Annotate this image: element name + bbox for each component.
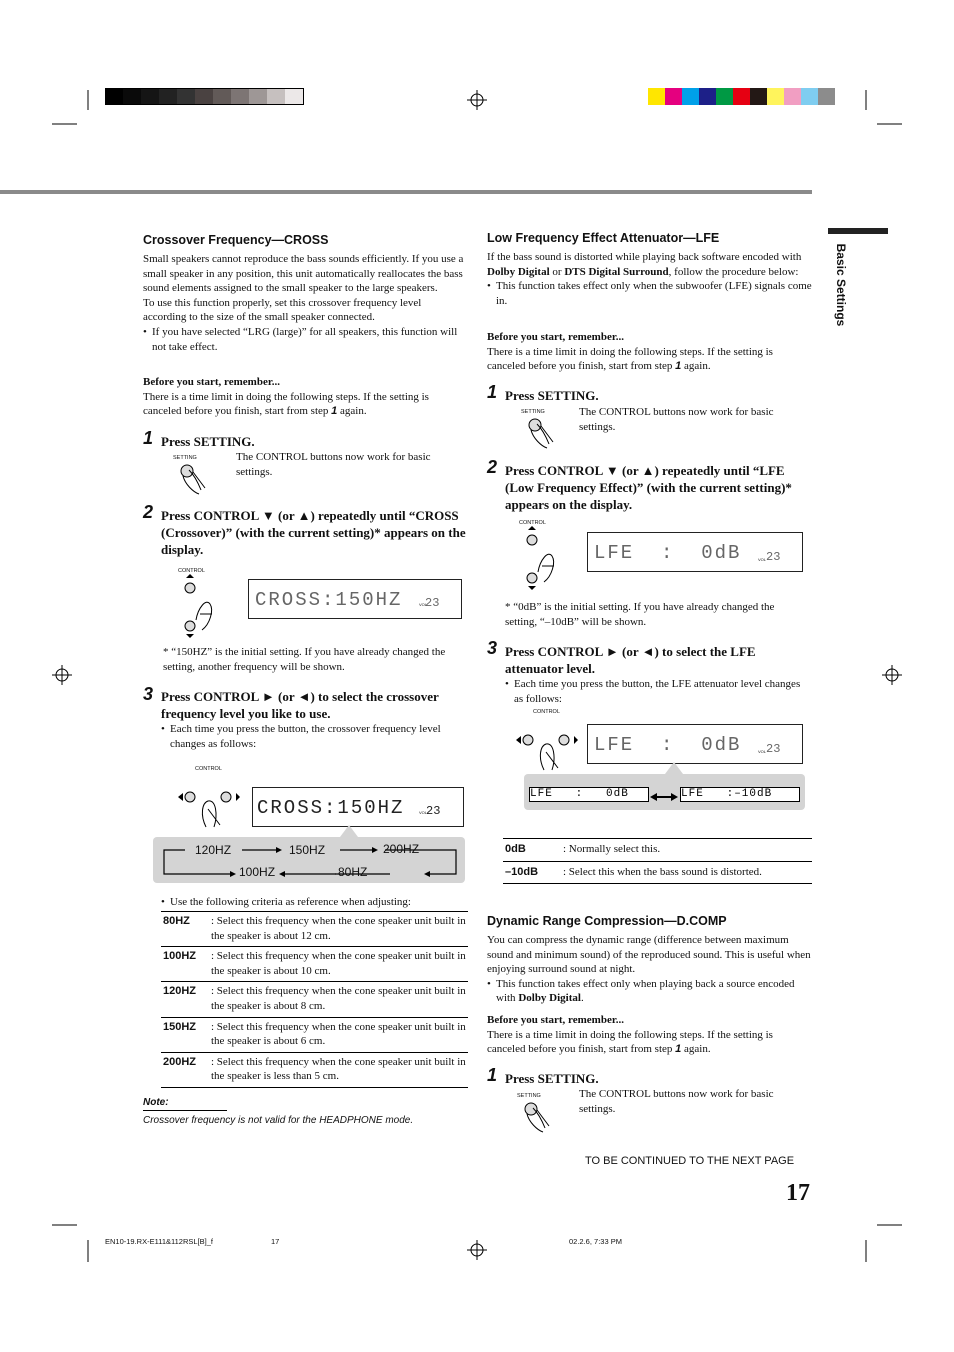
lcd-text: LFE : 0dB [594, 734, 742, 756]
criteria-intro: • Use the following criteria as reference when adjusting: [161, 896, 411, 908]
cycle-item-200hz: 200HZ [383, 842, 420, 856]
footnote: * “150HZ” is the initial setting. If you have already changed the setting, another frequency will be shown. [163, 646, 446, 673]
note-body: Crossover frequency is not valid for the HEADPHONE mode. [143, 1115, 414, 1126]
lcd-vol-tag: VOL [419, 602, 428, 607]
lcd-vol-tag: VOL [419, 810, 428, 815]
side-tab-bar [828, 228, 888, 234]
cycle-item-80hz: 80HZ [338, 865, 368, 879]
cross-remember: Before you start, remember... There is a time limit in doing the following steps. If the setting is canceled before you finish, start from step 1 again. [143, 376, 429, 418]
control-leftright-hand-icon[interactable] [178, 787, 242, 831]
lcd-text: CROSS:150HZ [257, 797, 405, 819]
lfe-option-0db: LFE : 0dB [529, 787, 649, 802]
setting-button-hand-icon[interactable] [523, 416, 559, 450]
lcd-sub: 23 [426, 804, 441, 818]
step-title: Press CONTROL ► (or ◄) to select the LFE attenuator level. [505, 644, 756, 676]
step-number: 3 [487, 638, 498, 658]
step-number: 3 [143, 684, 154, 704]
footer-date: 02.2.6, 7:33 PM [569, 1237, 622, 1246]
cross-section-title: Crossover Frequency—CROSS [143, 233, 329, 247]
lcd-sub: 23 [766, 742, 781, 756]
control-updown-hand-icon[interactable] [180, 574, 220, 640]
lfe-remember: Before you start, remember... There is a time limit in doing the following steps. If the setting is canceled before you finish, start from step 1 again. [487, 331, 773, 373]
lcd-sub: 23 [766, 550, 781, 564]
control-label: CONTROL [195, 766, 222, 772]
step-number: 1 [143, 428, 154, 448]
setting-button-hand-icon[interactable] [519, 1100, 555, 1134]
lfe-section-title: Low Frequency Effect Attenuator—LFE [487, 231, 720, 245]
lfe-table [503, 838, 812, 884]
table-row: 150HZ : Select this frequency when the cone speaker unit built in the speaker is about 6 cm. [161, 1017, 468, 1052]
dcomp-section-title: Dynamic Range Compression—D.COMP [487, 914, 727, 928]
dcomp-remember: Before you start, remember... There is a time limit in doing the following steps. If the setting is canceled before you finish, start from step 1 again. [487, 1014, 773, 1056]
lfe-option-10db: LFE :–10dB [680, 787, 800, 802]
lfe-intro: If the bass sound is distorted while playing back software encoded with Dolby Digital or DTS Digital Surround, follow the procedure below: • This function takes effect only when the subwoofer (LFE) signals come in. [487, 251, 812, 307]
lcd-display [248, 579, 462, 619]
control-label: CONTROL [519, 520, 546, 526]
step-desc: The CONTROL buttons now work for basic settings. [579, 1088, 774, 1115]
step-number: 2 [143, 502, 154, 522]
setting-label: SETTING [521, 409, 545, 415]
footnote: * “0dB” is the initial setting. If you have already changed the setting, “–10dB” will be shown. [505, 601, 775, 628]
table-row: 0dB : Normally select this. [503, 839, 812, 862]
table-row: 120HZ : Select this frequency when the cone speaker unit built in the speaker is about 8 cm. [161, 982, 468, 1017]
table-row: 80HZ : Select this frequency when the cone speaker unit built in the speaker is about 12 cm. [161, 912, 468, 947]
lcd-vol-tag: VOL [758, 749, 767, 754]
step-title: Press CONTROL ► (or ◄) to select the crossover frequency level you like to use. [161, 689, 439, 721]
step-title: Press SETTING. [505, 1071, 599, 1086]
lcd-sub: 23 [425, 596, 440, 610]
step-desc: The CONTROL buttons now work for basic settings. [579, 406, 774, 433]
lcd-display [587, 532, 803, 572]
cycle-item-150hz: 150HZ [289, 843, 326, 857]
table-row: 200HZ : Select this frequency when the cone speaker unit built in the speaker is less than 5 cm. [161, 1052, 468, 1087]
table-row: –10dB : Select this when the bass sound is distorted. [503, 861, 812, 884]
step-title: Press SETTING. [161, 434, 255, 449]
control-label: CONTROL [178, 568, 205, 574]
dcomp-intro: You can compress the dynamic range (difference between maximum sound and minimum sound) of the reproduced sound. This is useful when enjoying surround sound at night. • This function takes effect only when playing back a source encoded with Dolby Digital. [487, 934, 811, 1005]
lcd-display [587, 724, 803, 764]
step3-bullet: • Each time you press the button, the LFE attenuator level changes as follows: [505, 678, 801, 705]
continued-note: TO BE CONTINUED TO THE NEXT PAGE [585, 1155, 795, 1167]
swap-arrow-icon [650, 789, 678, 799]
lcd-vol-tag: VOL [758, 557, 767, 562]
cycle-item-100hz: 100HZ [239, 865, 276, 879]
page-number: 17 [786, 1180, 810, 1206]
step-title: Press CONTROL ▼ (or ▲) repeatedly until “CROSS (Crossover)” (with the current setting)* appears on the display. [161, 508, 466, 557]
side-tab-label: Basic Settings [834, 243, 848, 327]
setting-button-hand-icon[interactable] [175, 462, 211, 496]
cross-intro: Small speakers cannot reproduce the bass sounds efficiently. If you use a small speaker in any position, this unit automatically reallocates the bass sound elements assigned to the small speaker to the large speakers. To use this function properly, set this crossover frequency level according to the size of the small speaker connected. • If you have selected “LRG (large)” for all speakers, this function will not take effect. [143, 253, 464, 353]
step-desc: The CONTROL buttons now work for basic settings. [236, 451, 431, 478]
step-number: 2 [487, 457, 498, 477]
lcd-text: LFE : 0dB [594, 542, 742, 564]
lcd-display [252, 787, 464, 827]
note-rule [143, 1110, 227, 1111]
footer-file: EN10-19.RX-E111&112RSL[B]_f [105, 1237, 213, 1246]
header-rule [0, 190, 812, 194]
cycle-item-120hz: 120HZ [195, 843, 232, 857]
control-label: CONTROL [533, 709, 560, 715]
step-title: Press CONTROL ▼ (or ▲) repeatedly until “LFE (Low Frequency Effect)” (with the current setting)* appears on the display. [505, 463, 792, 512]
control-updown-hand-icon[interactable] [520, 526, 560, 592]
setting-label: SETTING [173, 455, 197, 461]
step3-bullet: • Each time you press the button, the crossover frequency level changes as follows: [161, 723, 441, 750]
step-number: 1 [487, 1065, 498, 1085]
criteria-table [161, 911, 468, 1088]
grayscale-bar [105, 88, 305, 106]
footer-page: 17 [271, 1237, 280, 1246]
cycle-pointer [665, 762, 683, 774]
control-leftright-hand-icon[interactable] [516, 730, 580, 774]
step-title: Press SETTING. [505, 388, 599, 403]
lcd-text: CROSS:150HZ [255, 589, 403, 611]
setting-label: SETTING [517, 1093, 541, 1099]
cycle-pointer [340, 825, 358, 837]
table-row: 100HZ : Select this frequency when the cone speaker unit built in the speaker is about 10 cm. [161, 947, 468, 982]
step-number: 1 [487, 382, 498, 402]
color-bar [648, 88, 848, 106]
note-title: Note: [143, 1097, 169, 1108]
